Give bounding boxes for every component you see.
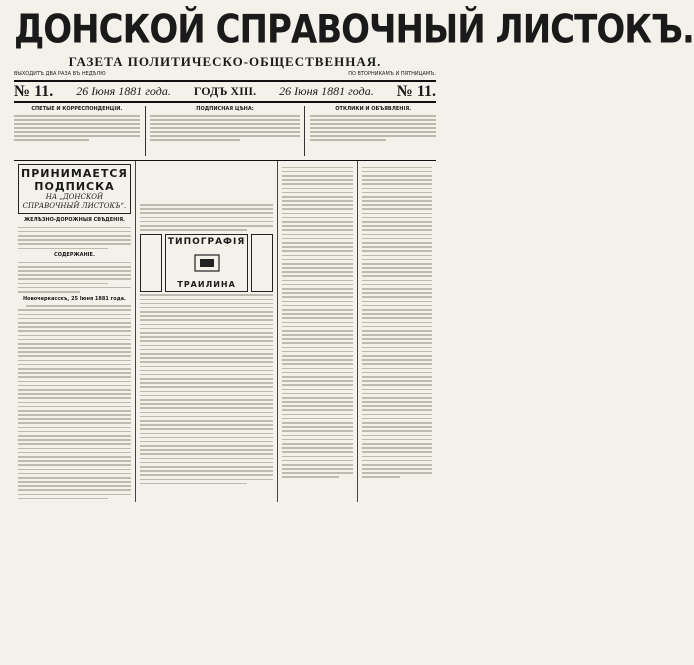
ads-title: ОТКЛИКИ И ОБЪЯВЛЕНІЯ. — [335, 106, 412, 112]
notices-column — [14, 106, 140, 156]
issue-bar — [14, 80, 436, 103]
column-4-text — [362, 167, 432, 478]
subscription-line: НА „ДОНСКОЙ СПРАВОЧНЫЙ ЛИСТОКЪ“. — [22, 193, 127, 210]
subscription-box — [18, 164, 131, 214]
masthead — [14, 7, 694, 78]
typography-ad-main — [165, 234, 248, 292]
typography-title: ТИПОГРАФІЯ — [167, 236, 246, 247]
contents-title: СОДЕРЖАНІЕ. — [54, 252, 95, 259]
article-body — [14, 160, 436, 502]
issue-date-right: 26 Іюня 1881 года. — [279, 84, 374, 98]
typography-ad-right — [251, 234, 273, 292]
typography-name: ТРАИЛИНА — [177, 279, 236, 289]
price-column — [145, 106, 306, 156]
column-2-text — [140, 294, 273, 484]
issue-year: ГОДЪ ХІІІ. — [193, 84, 257, 98]
column-3 — [277, 161, 356, 502]
typography-ad — [140, 234, 273, 292]
ads-column — [310, 106, 436, 156]
schedule-note: ВЫХОДИТЪ ДВА РАЗА ВЪ НЕДѢЛЮ — [14, 71, 106, 77]
contents-list — [18, 262, 131, 293]
notices-title: СПЕТЫЕ И КОРРЕСПОНДЕНЦІИ. — [31, 106, 123, 112]
railway-table — [18, 227, 131, 250]
ads-text — [310, 115, 436, 141]
price-text — [150, 115, 301, 141]
issue-number-left: № 11. — [14, 82, 54, 100]
typography-ad-left — [140, 234, 162, 292]
price-title: ПОДПИСНАЯ ЦѢНА: — [196, 106, 254, 112]
city-date: Новочеркасскъ, 25 Іюня 1881 года. — [22, 295, 126, 302]
column-3-text — [282, 167, 352, 478]
days-note: ПО ВТОРНИКАМЪ И ПЯТНИЦАМЪ. — [348, 71, 436, 77]
issue-number-right: № 11. — [396, 82, 436, 100]
newspaper-title: ДОНСКОЙ СПРАВОЧНЫЙ ЛИСТОКЪ. — [14, 7, 694, 53]
railway-title: ЖЕЛѢЗНО-ДОРОЖНЫЯ СВѢДЕНІЯ. — [23, 217, 125, 223]
column-2-text-top — [140, 204, 273, 231]
notices-text — [14, 115, 140, 141]
header-strip — [14, 106, 436, 156]
column-1-text — [18, 305, 131, 499]
newspaper-subtitle: ГАЗЕТА ПОЛИТИЧЕСКО-ОБЩЕСТВЕННАЯ. — [68, 54, 382, 69]
press-emblem-icon — [168, 252, 245, 274]
column-4 — [357, 161, 436, 502]
column-1 — [14, 161, 135, 502]
publication-schedule — [14, 71, 436, 78]
column-2 — [135, 161, 277, 502]
issue-date-left: 26 Іюня 1881 года. — [76, 84, 171, 98]
subscription-heading: ПРИНИМАЕТСЯ ПОДПИСКА — [21, 167, 128, 193]
